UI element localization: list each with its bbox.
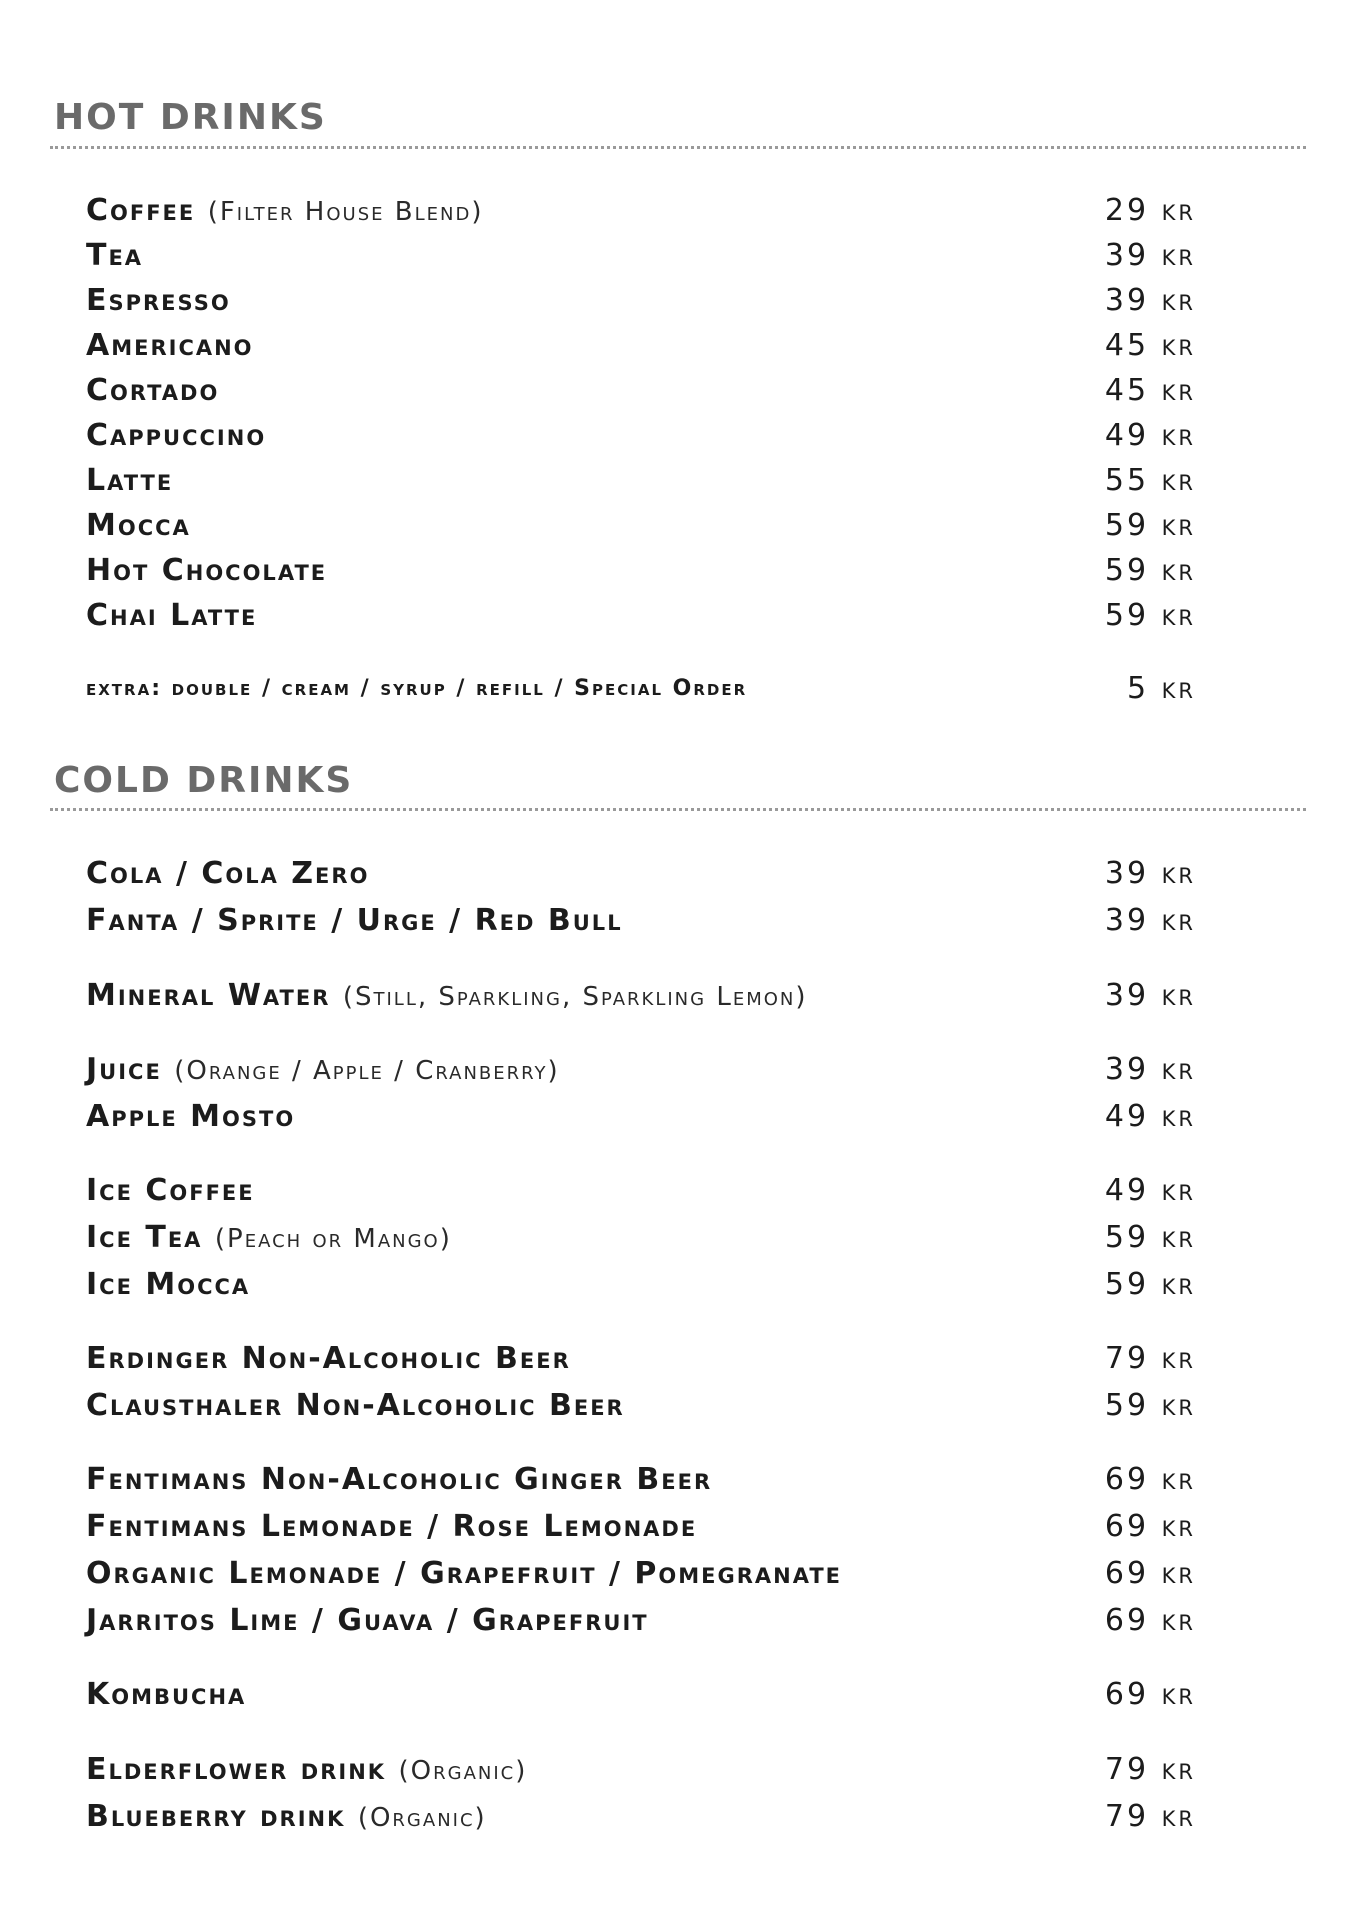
item-name-line (86, 979, 808, 1014)
item-price: 49 kr (1104, 1173, 1196, 1208)
item-note: (Organic) (398, 1756, 528, 1786)
item-name: Apple Mosto (86, 1099, 296, 1134)
item-note: (Peach or Mango) (214, 1224, 452, 1254)
item-name-line (86, 1800, 487, 1835)
item-name: Cortado (86, 373, 220, 408)
item-name: Elderflower drink (86, 1752, 387, 1787)
menu-item (86, 1174, 1196, 1208)
menu-item (86, 1557, 1196, 1591)
item-price: 69 kr (1104, 1462, 1196, 1497)
menu-item (86, 1753, 1196, 1787)
item-price: 59 kr (1104, 553, 1196, 588)
item-price: 49 kr (1104, 418, 1196, 453)
menu-item (86, 374, 1196, 408)
item-name: Cola / Cola Zero (86, 856, 370, 891)
hot-drinks-divider (50, 146, 1306, 149)
item-price: 59 kr (1104, 1267, 1196, 1302)
item-price: 49 kr (1104, 1099, 1196, 1134)
item-name: Ice Tea (86, 1220, 203, 1255)
item-name: Hot Chocolate (86, 553, 328, 588)
item-price: 29 kr (1104, 193, 1196, 228)
item-name: Clausthaler Non-Alcoholic Beer (86, 1388, 625, 1423)
item-note: (Organic) (357, 1803, 487, 1833)
item-name-line (86, 194, 483, 229)
menu-item (86, 419, 1196, 453)
item-price: 69 kr (1104, 1556, 1196, 1591)
item-name-line (86, 1053, 560, 1088)
menu-item (86, 979, 1196, 1013)
extras-price: 5 kr (1127, 671, 1196, 706)
item-price: 45 kr (1104, 328, 1196, 363)
item-name: Erdinger Non-Alcoholic Beer (86, 1341, 571, 1376)
item-name: Juice (86, 1052, 162, 1087)
item-name: Organic Lemonade / Grapefruit / Pomegranate (86, 1556, 843, 1591)
item-name: Mocca (86, 508, 191, 543)
item-name: Ice Coffee (86, 1173, 255, 1208)
menu-item (86, 904, 1196, 938)
menu-item (86, 1268, 1196, 1302)
menu-item (86, 1678, 1196, 1712)
item-price: 39 kr (1104, 1052, 1196, 1087)
item-name: Fentimans Lemonade / Rose Lemonade (86, 1509, 698, 1544)
cold-drinks-divider (50, 808, 1306, 811)
menu-item (86, 1463, 1196, 1497)
item-name: Americano (86, 328, 254, 363)
item-note: (Filter House Blend) (207, 197, 484, 227)
item-name: Fentimans Non-Alcoholic Ginger Beer (86, 1462, 713, 1497)
item-price: 79 kr (1104, 1341, 1196, 1376)
item-name: Kombucha (86, 1677, 247, 1712)
item-name: Espresso (86, 283, 231, 318)
item-name: Ice Mocca (86, 1267, 251, 1302)
item-price: 59 kr (1104, 508, 1196, 543)
item-note: (Orange / Apple / Cranberry) (174, 1056, 560, 1086)
item-name: Jarritos Lime / Guava / Grapefruit (86, 1603, 649, 1638)
item-name-line (86, 1753, 527, 1788)
item-price: 39 kr (1104, 238, 1196, 273)
menu-item (86, 284, 1196, 318)
menu-item (86, 194, 1196, 228)
menu-item (86, 464, 1196, 498)
item-name: Coffee (86, 193, 196, 228)
item-price: 39 kr (1104, 283, 1196, 318)
item-price: 39 kr (1104, 978, 1196, 1013)
item-price: 59 kr (1104, 1388, 1196, 1423)
item-price: 79 kr (1104, 1752, 1196, 1787)
item-price: 45 kr (1104, 373, 1196, 408)
item-name: Blueberry drink (86, 1799, 346, 1834)
item-name: Chai Latte (86, 598, 258, 633)
item-price: 39 kr (1104, 903, 1196, 938)
extras-line (86, 672, 1196, 706)
menu-item (86, 1800, 1196, 1834)
item-name-line (86, 1221, 452, 1256)
menu-item (86, 1221, 1196, 1255)
item-note: (Still, Sparkling, Sparkling Lemon) (342, 982, 808, 1012)
item-price: 55 kr (1104, 463, 1196, 498)
item-name: Mineral Water (86, 978, 331, 1013)
item-name: Latte (86, 463, 174, 498)
cold-drinks-title: COLD DRINKS (54, 760, 354, 801)
item-price: 69 kr (1104, 1509, 1196, 1544)
item-name: Cappuccino (86, 418, 267, 453)
menu-item (86, 1510, 1196, 1544)
item-price: 59 kr (1104, 1220, 1196, 1255)
item-price: 69 kr (1104, 1677, 1196, 1712)
menu-item (86, 1053, 1196, 1087)
menu-item (86, 1604, 1196, 1638)
hot-drinks-title: HOT DRINKS (54, 97, 327, 138)
menu-item (86, 599, 1196, 633)
item-name: Tea (86, 238, 144, 273)
item-name: Fanta / Sprite / Urge / Red Bull (86, 903, 623, 938)
menu-item (86, 554, 1196, 588)
extras-label: extra: double / cream / syrup / refill / Special Order (86, 676, 748, 701)
menu-item (86, 329, 1196, 363)
item-price: 79 kr (1104, 1799, 1196, 1834)
item-price: 59 kr (1104, 598, 1196, 633)
menu-item (86, 1100, 1196, 1134)
menu-item (86, 857, 1196, 891)
menu-item (86, 239, 1196, 273)
menu-item (86, 509, 1196, 543)
menu-item (86, 1342, 1196, 1376)
item-price: 39 kr (1104, 856, 1196, 891)
item-price: 69 kr (1104, 1603, 1196, 1638)
menu-item (86, 1389, 1196, 1423)
